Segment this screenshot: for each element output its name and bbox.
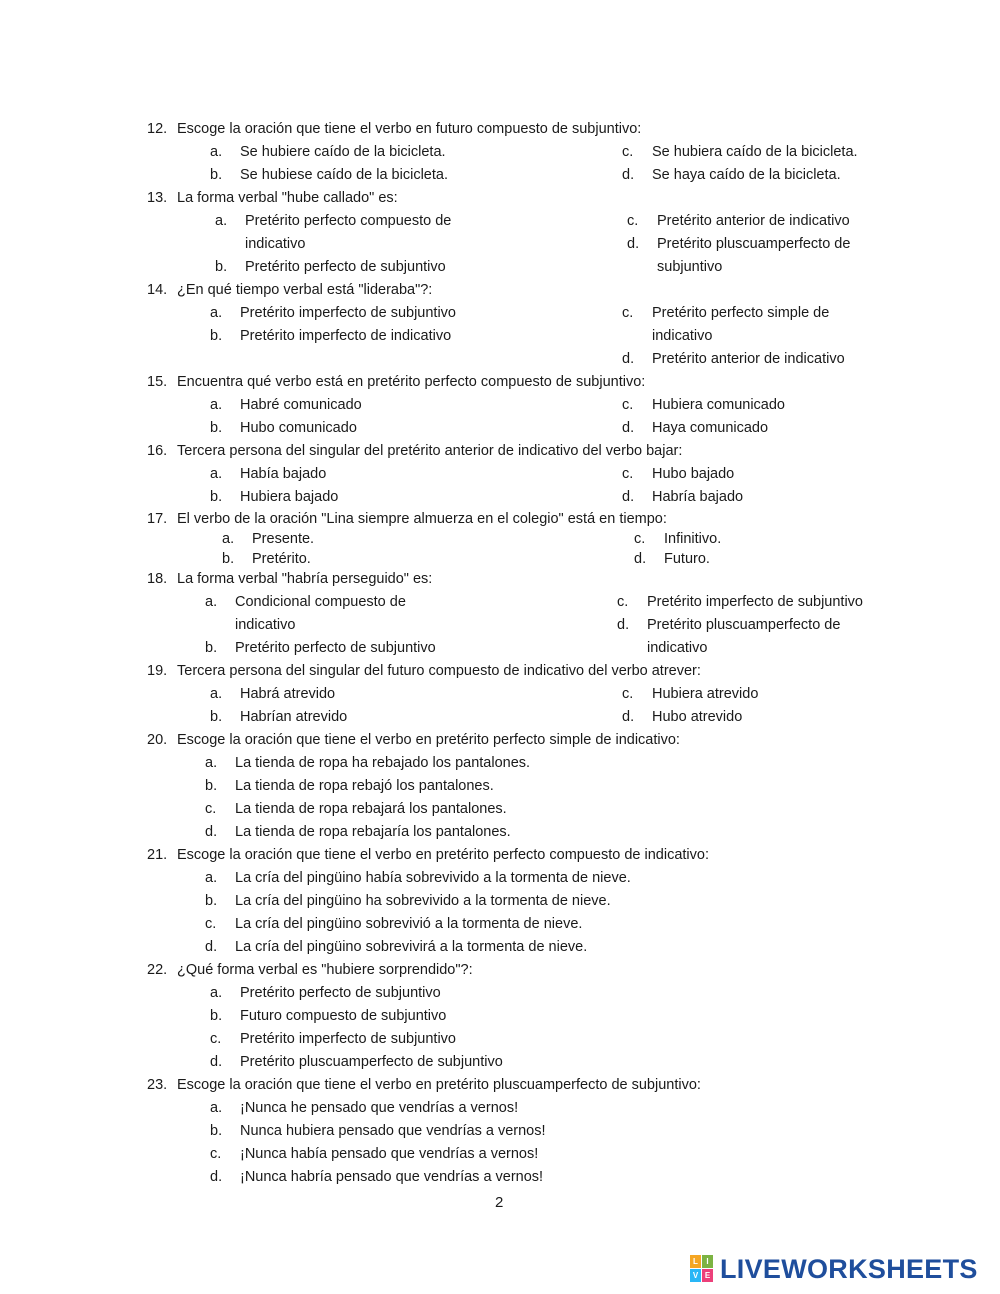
option-letter: c. xyxy=(205,801,217,817)
question-number: 15. xyxy=(147,374,168,390)
option-letter: d. xyxy=(622,351,635,367)
question-text: Escoge la oración que tiene el verbo en pretérito perfecto compuesto de indicativo: xyxy=(177,847,709,863)
option-c[interactable]: La tienda de ropa rebajará los pantalones. xyxy=(235,801,507,817)
logo-mark-letter: V xyxy=(690,1269,701,1282)
option-a[interactable]: Condicional compuesto de xyxy=(235,594,406,610)
page-number: 2 xyxy=(495,1194,504,1211)
option-letter: c. xyxy=(622,397,634,413)
option-a[interactable]: ¡Nunca he pensado que vendrías a vernos! xyxy=(240,1100,519,1116)
option-a[interactable]: Había bajado xyxy=(240,466,327,482)
option-a[interactable]: La tienda de ropa ha rebajado los pantalones. xyxy=(235,755,531,771)
option-b[interactable]: Nunca hubiera pensado que vendrías a vernos! xyxy=(240,1123,546,1139)
option-letter: a. xyxy=(210,686,223,702)
option-b[interactable]: Hubo comunicado xyxy=(240,420,357,436)
question-number: 22. xyxy=(147,962,168,978)
option-letter: d. xyxy=(627,236,640,252)
option-letter: c. xyxy=(622,144,634,160)
question-number: 19. xyxy=(147,663,168,679)
option-letter: b. xyxy=(205,640,218,656)
question-number: 14. xyxy=(147,282,168,298)
option-letter: a. xyxy=(210,305,223,321)
logo-mark-letter: L xyxy=(690,1255,701,1268)
option-d-cont[interactable]: indicativo xyxy=(647,640,708,656)
option-d[interactable]: Hubo atrevido xyxy=(652,709,743,725)
question-text: ¿En qué tiempo verbal está "lideraba"?: xyxy=(177,282,433,298)
option-letter: c. xyxy=(622,305,634,321)
option-b[interactable]: La tienda de ropa rebajó los pantalones. xyxy=(235,778,494,794)
option-d[interactable]: Futuro. xyxy=(664,551,710,567)
option-c[interactable]: Se hubiera caído de la bicicleta. xyxy=(652,144,858,160)
option-c[interactable]: Pretérito imperfecto de subjuntivo xyxy=(240,1031,456,1047)
question-number: 23. xyxy=(147,1077,168,1093)
option-a[interactable]: La cría del pingüino había sobrevivido a la tormenta de nieve. xyxy=(235,870,631,886)
option-c[interactable]: Infinitivo. xyxy=(664,531,722,547)
option-c[interactable]: Pretérito perfecto simple de xyxy=(652,305,830,321)
option-c[interactable]: La cría del pingüino sobrevivió a la tormenta de nieve. xyxy=(235,916,583,932)
option-letter: c. xyxy=(210,1146,222,1162)
option-letter: d. xyxy=(617,617,630,633)
option-b[interactable]: Futuro compuesto de subjuntivo xyxy=(240,1008,447,1024)
option-d[interactable]: Pretérito pluscuamperfecto de xyxy=(657,236,851,252)
question-number: 21. xyxy=(147,847,168,863)
question-number: 16. xyxy=(147,443,168,459)
option-letter: d. xyxy=(210,1054,223,1070)
option-letter: c. xyxy=(210,1031,222,1047)
option-b[interactable]: Pretérito perfecto de subjuntivo xyxy=(235,640,436,656)
question-number: 18. xyxy=(147,571,168,587)
option-letter: b. xyxy=(210,489,223,505)
option-d[interactable]: Pretérito pluscuamperfecto de xyxy=(647,617,841,633)
option-a[interactable]: Pretérito perfecto compuesto de xyxy=(245,213,452,229)
option-letter: b. xyxy=(210,1123,223,1139)
question-text: Escoge la oración que tiene el verbo en futuro compuesto de subjuntivo: xyxy=(177,121,642,137)
option-letter: b. xyxy=(205,778,218,794)
option-letter: a. xyxy=(210,1100,223,1116)
option-letter: d. xyxy=(622,167,635,183)
option-c-cont[interactable]: indicativo xyxy=(652,328,713,344)
option-letter: a. xyxy=(205,870,218,886)
option-letter: a. xyxy=(210,144,223,160)
question-text: Tercera persona del singular del pretérito anterior de indicativo del verbo bajar: xyxy=(177,443,683,459)
option-c[interactable]: Pretérito anterior de indicativo xyxy=(657,213,850,229)
option-letter: b. xyxy=(205,893,218,909)
option-a[interactable]: Pretérito perfecto de subjuntivo xyxy=(240,985,441,1001)
option-letter: d. xyxy=(622,420,635,436)
logo-text: LIVEWORKSHEETS xyxy=(720,1253,978,1284)
option-letter: b. xyxy=(210,420,223,436)
option-b[interactable]: Pretérito imperfecto de indicativo xyxy=(240,328,452,344)
option-letter: a. xyxy=(210,397,223,413)
option-letter: c. xyxy=(627,213,639,229)
option-letter: c. xyxy=(634,531,646,547)
option-d[interactable]: La cría del pingüino sobrevivirá a la tormenta de nieve. xyxy=(235,939,588,955)
option-letter: d. xyxy=(210,1169,223,1185)
option-c[interactable]: Hubiera comunicado xyxy=(652,397,785,413)
option-d[interactable]: ¡Nunca habría pensado que vendrías a vernos! xyxy=(240,1169,544,1185)
logo-mark-letter: E xyxy=(702,1269,713,1282)
option-c[interactable]: Hubo bajado xyxy=(652,466,735,482)
option-letter: a. xyxy=(210,985,223,1001)
option-d-cont[interactable]: subjuntivo xyxy=(657,259,723,275)
option-letter: d. xyxy=(622,489,635,505)
option-b[interactable]: Se hubiese caído de la bicicleta. xyxy=(240,167,448,183)
option-c[interactable]: ¡Nunca había pensado que vendrías a vernos! xyxy=(240,1146,539,1162)
option-letter: c. xyxy=(622,466,634,482)
liveworksheets-logo[interactable] xyxy=(690,1252,978,1286)
question-text: La forma verbal "hube callado" es: xyxy=(177,190,398,206)
option-letter: a. xyxy=(222,531,235,547)
option-a[interactable]: Habré comunicado xyxy=(240,397,362,413)
option-b[interactable]: Habrían atrevido xyxy=(240,709,348,725)
question-text: ¿Qué forma verbal es "hubiere sorprendido"?: xyxy=(177,962,473,978)
question-text: La forma verbal "habría perseguido" es: xyxy=(177,571,433,587)
question-text: Escoge la oración que tiene el verbo en pretérito perfecto simple de indicativo: xyxy=(177,732,680,748)
question-number: 12. xyxy=(147,121,168,137)
option-a[interactable]: Pretérito imperfecto de subjuntivo xyxy=(240,305,456,321)
option-a[interactable]: Presente. xyxy=(252,531,315,547)
option-d[interactable]: Habría bajado xyxy=(652,489,744,505)
question-number: 13. xyxy=(147,190,168,206)
option-b[interactable]: La cría del pingüino ha sobrevivido a la tormenta de nieve. xyxy=(235,893,611,909)
option-letter: b. xyxy=(210,1008,223,1024)
option-d[interactable]: Pretérito anterior de indicativo xyxy=(652,351,845,367)
option-letter: a. xyxy=(210,466,223,482)
option-d[interactable]: Se haya caído de la bicicleta. xyxy=(652,167,841,183)
logo-mark-icon xyxy=(690,1255,714,1283)
option-a-cont[interactable]: indicativo xyxy=(235,617,296,633)
option-letter: b. xyxy=(210,709,223,725)
option-letter: d. xyxy=(205,824,218,840)
option-d[interactable]: Pretérito pluscuamperfecto de subjuntivo xyxy=(240,1054,503,1070)
question-number: 20. xyxy=(147,732,168,748)
option-d[interactable]: La tienda de ropa rebajaría los pantalones. xyxy=(235,824,511,840)
option-letter: d. xyxy=(622,709,635,725)
option-letter: b. xyxy=(215,259,228,275)
option-b[interactable]: Hubiera bajado xyxy=(240,489,339,505)
option-letter: d. xyxy=(205,939,218,955)
option-letter: c. xyxy=(617,594,629,610)
option-b[interactable]: Pretérito. xyxy=(252,551,311,567)
option-b[interactable]: Pretérito perfecto de subjuntivo xyxy=(245,259,446,275)
option-letter: a. xyxy=(215,213,228,229)
option-letter: c. xyxy=(205,916,217,932)
option-letter: b. xyxy=(210,167,223,183)
option-letter: a. xyxy=(205,755,218,771)
option-c[interactable]: Pretérito imperfecto de subjuntivo xyxy=(647,594,863,610)
question-text: El verbo de la oración "Lina siempre almuerza en el colegio" está en tiempo: xyxy=(177,511,667,527)
question-number: 17. xyxy=(147,511,168,527)
question-text: Encuentra qué verbo está en pretérito perfecto compuesto de subjuntivo: xyxy=(177,374,646,390)
option-a-cont[interactable]: indicativo xyxy=(245,236,306,252)
option-letter: a. xyxy=(205,594,218,610)
option-letter: b. xyxy=(222,551,235,567)
option-c[interactable]: Hubiera atrevido xyxy=(652,686,759,702)
question-text: Escoge la oración que tiene el verbo en pretérito pluscuamperfecto de subjuntivo: xyxy=(177,1077,701,1093)
option-letter: b. xyxy=(210,328,223,344)
question-text: Tercera persona del singular del futuro compuesto de indicativo del verbo atrever: xyxy=(177,663,701,679)
option-a[interactable]: Habrá atrevido xyxy=(240,686,336,702)
option-a[interactable]: Se hubiere caído de la bicicleta. xyxy=(240,144,446,160)
option-letter: d. xyxy=(634,551,647,567)
option-d[interactable]: Haya comunicado xyxy=(652,420,769,436)
logo-mark-letter: I xyxy=(702,1255,713,1268)
option-letter: c. xyxy=(622,686,634,702)
